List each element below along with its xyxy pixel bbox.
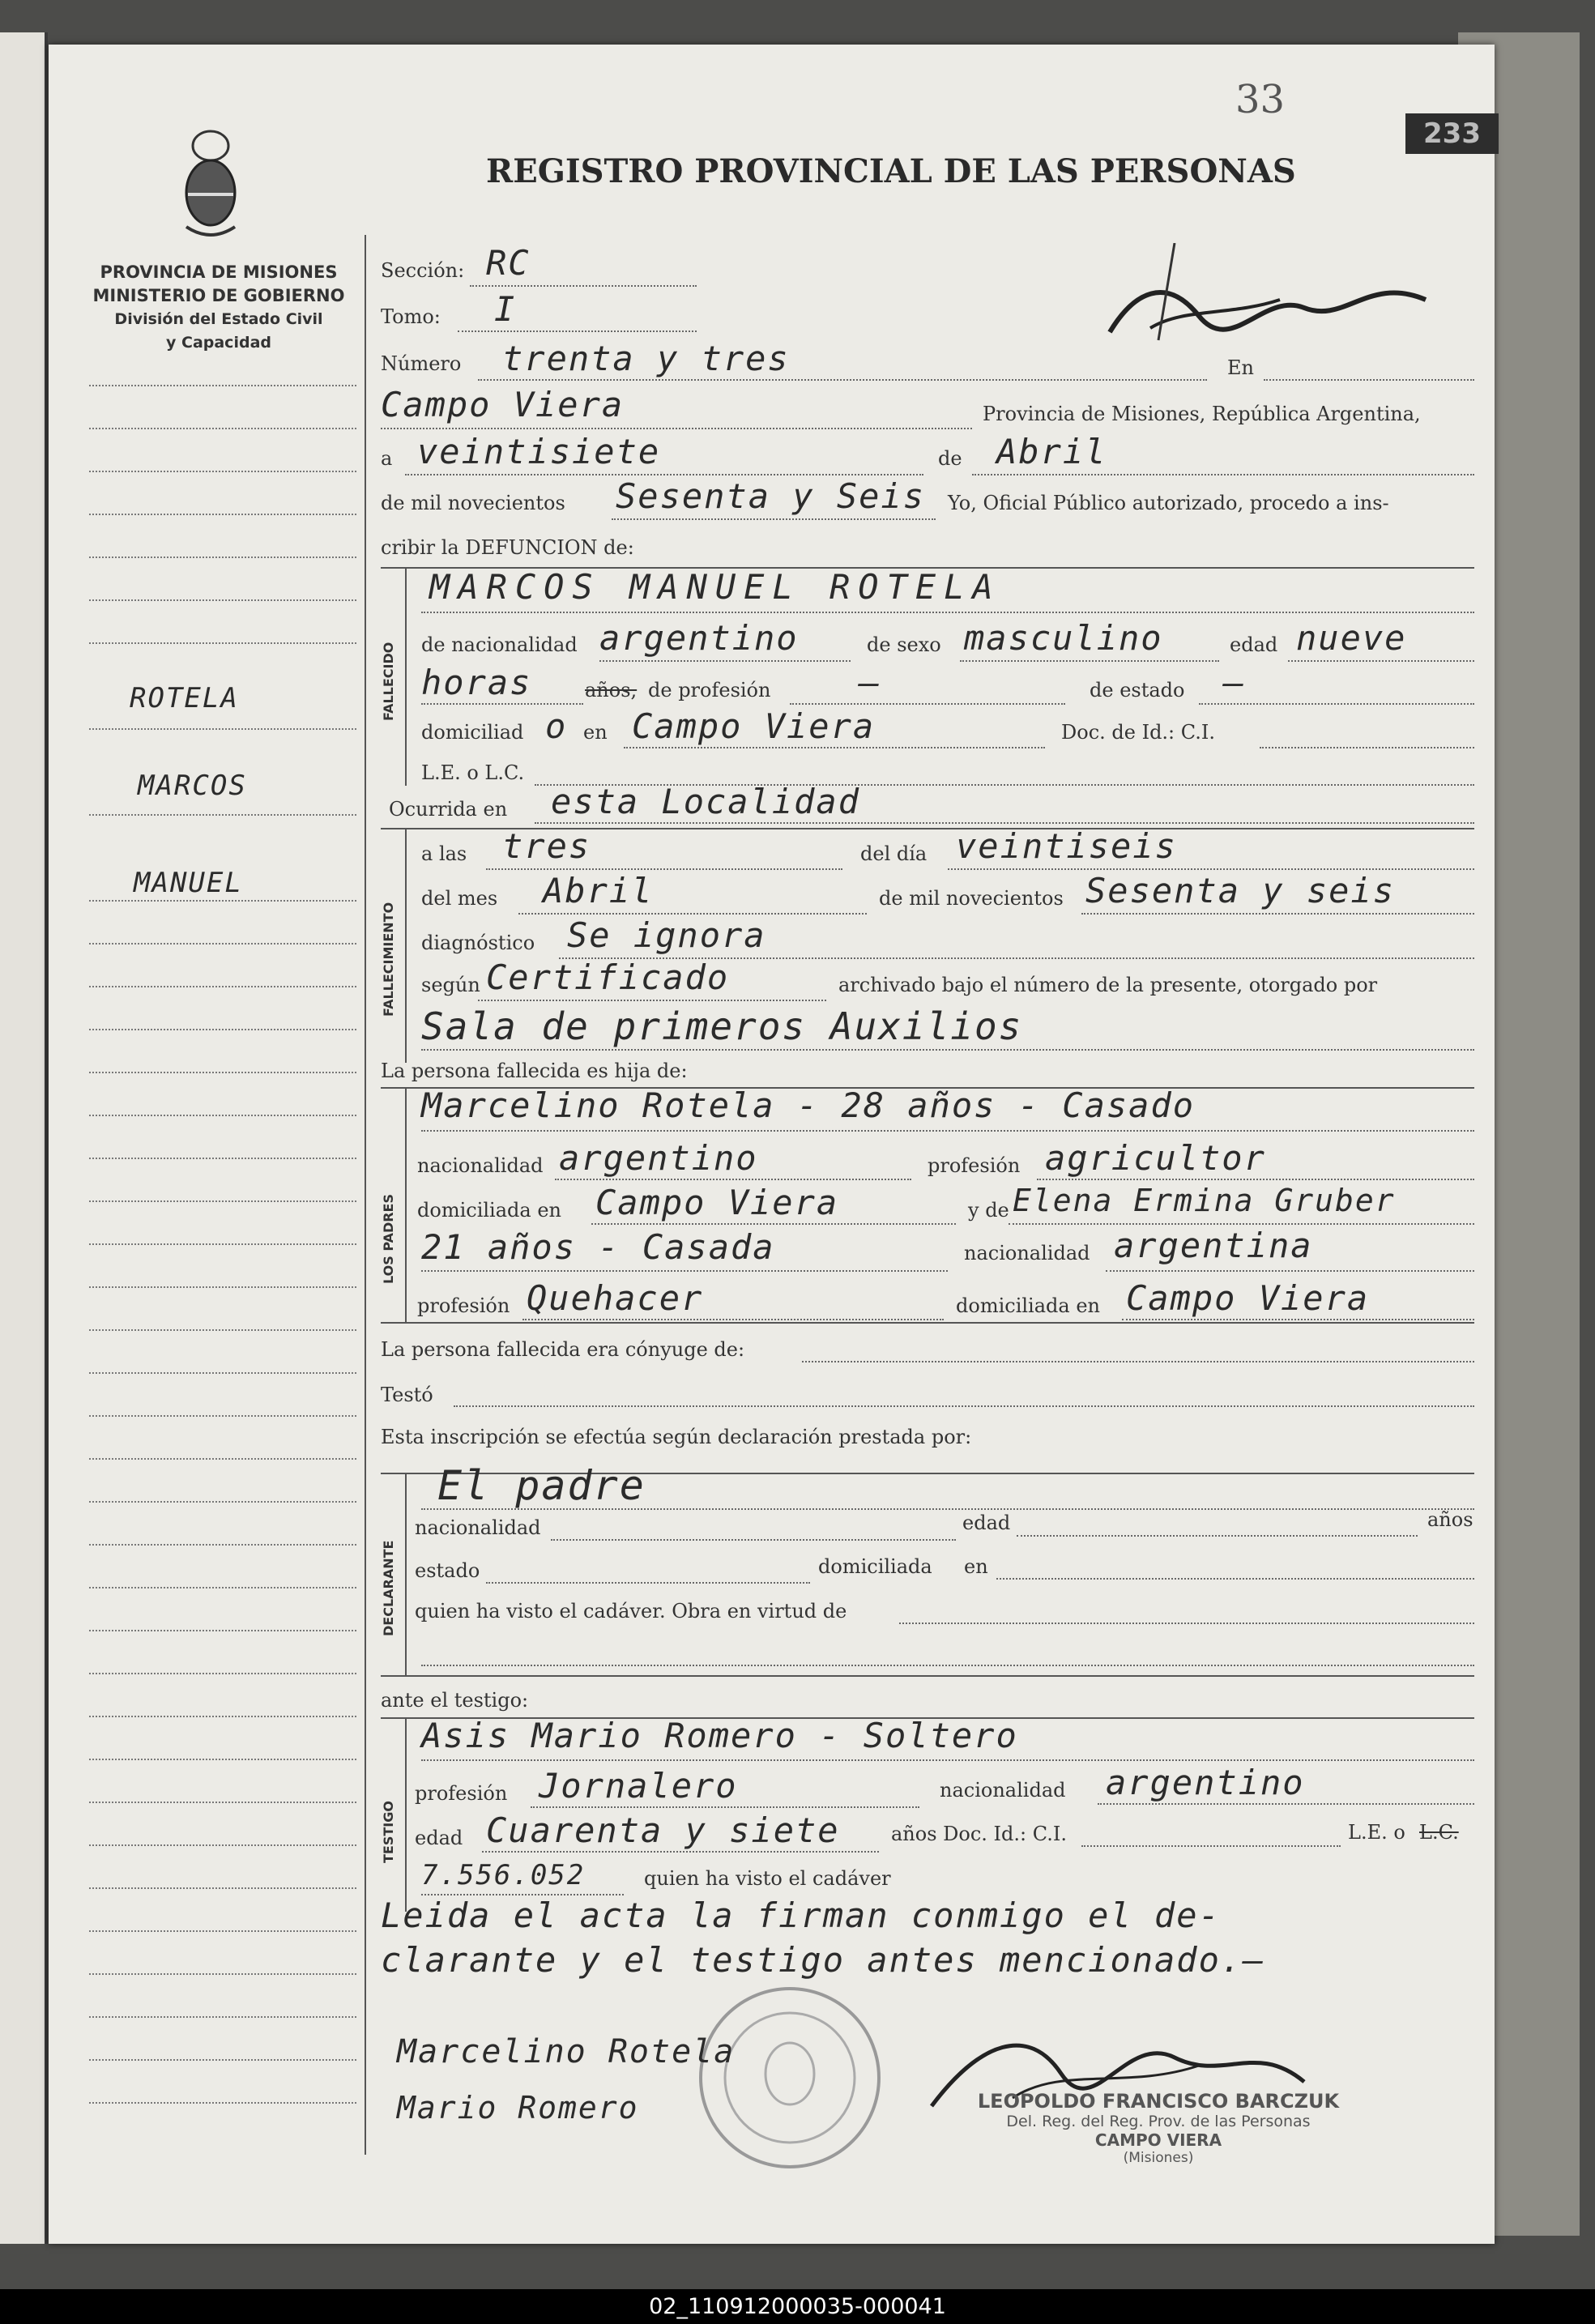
value-dia-muerte: veintiseis	[956, 826, 1177, 866]
label-seccion: Sección:	[381, 259, 465, 282]
agency-line-capacity: y Capacidad	[166, 334, 271, 352]
closing-line-2: clarante y el testigo antes mencionado.—	[381, 1940, 1265, 1980]
label-domiciliada-madre: domiciliada en	[956, 1294, 1100, 1317]
label-domiciliad: domiciliad	[421, 721, 524, 744]
label-hija-de: La persona fallecida es hija de:	[381, 1060, 688, 1082]
label-en: En	[1227, 356, 1254, 379]
label-a-las: a las	[421, 842, 467, 865]
value-domicilio-sufijo: o	[545, 706, 568, 746]
value-profesion: —	[859, 663, 881, 702]
margin-divider	[365, 235, 366, 2155]
value-testigo: Asis Mario Romero - Soltero	[421, 1716, 1018, 1755]
label-edad: edad	[1230, 633, 1278, 656]
agency-line-province: PROVINCIA DE MISIONES	[100, 262, 338, 282]
label-numero: Número	[381, 352, 462, 375]
label-a: a	[381, 447, 393, 470]
agency-line-ministry: MINISTERIO DE GOBIERNO	[92, 286, 345, 305]
value-hora: tres	[502, 826, 591, 866]
side-label-testigo: TESTIGO	[381, 1801, 396, 1863]
value-nombre: MARCOS MANUEL ROTELA	[429, 567, 1001, 607]
label-de: de	[938, 447, 962, 470]
label-domiciliada-padre: domiciliada en	[417, 1199, 561, 1222]
value-dia: veintisiete	[417, 432, 661, 471]
value-anio: Sesenta y Seis	[616, 476, 926, 516]
label-profesion: de profesión	[648, 679, 771, 701]
page-title: REGISTRO PROVINCIAL DE LAS PERSONAS	[486, 152, 1296, 190]
label-cribir: cribir la DEFUNCION de:	[381, 536, 634, 559]
value-lugar: Campo Viera	[381, 385, 625, 424]
value-padre-nacionalidad: argentino	[559, 1138, 758, 1178]
label-edad-declarante: edad	[962, 1512, 1011, 1534]
side-label-padres: LOS PADRES	[381, 1193, 396, 1284]
official-region: (Misiones)	[1123, 2150, 1194, 2166]
side-label-declarante: DECLARANTE	[381, 1540, 396, 1636]
value-testigo-profesion: Jornalero	[539, 1766, 738, 1806]
value-testigo-doc: 7.556.052	[421, 1859, 586, 1891]
label-profesion-testigo: profesión	[415, 1782, 508, 1805]
label-ocurrida: Ocurrida en	[389, 798, 508, 821]
label-diagnostico: diagnóstico	[421, 932, 535, 954]
value-nacionalidad: argentino	[599, 618, 799, 658]
label-quien-visto-2: quien ha visto el cadáver	[644, 1867, 891, 1890]
label-anos-declarante: años	[1427, 1508, 1473, 1531]
label-anos-struck: años,	[585, 679, 638, 701]
value-ocurrida: esta Localidad	[551, 782, 861, 821]
label-del-mes: del mes	[421, 887, 498, 910]
page-number: 33	[1235, 77, 1286, 122]
label-profesion-madre: profesión	[417, 1294, 510, 1317]
label-nacionalidad-padre: nacionalidad	[417, 1154, 544, 1177]
value-edad-unidad: horas	[421, 663, 532, 702]
label-inscripcion: Esta inscripción se efectúa según declaración prestada por:	[381, 1426, 972, 1448]
label-de-mil-2: de mil novecientos	[879, 887, 1064, 910]
label-domiciliada-declarante: domiciliada	[818, 1555, 932, 1578]
label-le-struck: L.C.	[1419, 1821, 1459, 1844]
official-title: Del. Reg. del Reg. Prov. de las Personas	[1006, 2113, 1311, 2130]
value-madre-domicilio: Campo Viera	[1126, 1278, 1370, 1318]
label-nacionalidad-testigo: nacionalidad	[940, 1779, 1066, 1802]
value-madre-detalle: 21 años - Casada	[421, 1227, 775, 1267]
value-madre-nacionalidad: argentina	[1114, 1226, 1313, 1265]
image-id-footer: 02_110912000035-000041	[0, 2289, 1595, 2324]
stamp-number: 233	[1405, 113, 1499, 154]
label-le-o: L.E. o	[1348, 1821, 1405, 1844]
value-anio-muerte: Sesenta y seis	[1085, 871, 1396, 910]
label-tomo: Tomo:	[381, 305, 441, 328]
value-padre-domicilio: Campo Viera	[595, 1183, 839, 1222]
label-provincia: Provincia de Misiones, República Argentina,	[983, 403, 1421, 425]
signature-top-icon	[1102, 243, 1442, 356]
value-testigo-edad: Cuarenta y siete	[486, 1810, 840, 1850]
label-nacionalidad-de: de nacionalidad	[421, 633, 578, 656]
official-seal-icon	[689, 1976, 891, 2179]
margin-given-name-1: MARCOS	[138, 770, 247, 802]
label-profesion-padre: profesión	[928, 1154, 1021, 1177]
value-numero: trenta y tres	[502, 339, 790, 378]
label-ante-testigo: ante el testigo:	[381, 1689, 529, 1712]
signature-father: Marcelino Rotela	[397, 2033, 736, 2070]
official-name: LEOPOLDO FRANCISCO BARCZUK	[977, 2090, 1340, 2113]
value-madre-profesion: Quehacer	[527, 1278, 704, 1318]
value-domicilio: Campo Viera	[632, 706, 876, 746]
value-otorgado-por: Sala de primeros Auxilios	[421, 1004, 1023, 1048]
value-madre: Elena Ermina Gruber	[1013, 1183, 1396, 1218]
value-sexo: masculino	[964, 618, 1163, 658]
label-estado-declarante: estado	[415, 1559, 480, 1582]
value-declarante: El padre	[437, 1462, 646, 1509]
official-place: CAMPO VIERA	[1094, 2130, 1222, 2150]
agency-line-division: División del Estado Civil	[114, 310, 323, 328]
label-en-2: en	[583, 721, 608, 744]
label-edad-testigo: edad	[415, 1827, 463, 1849]
value-mes-muerte: Abril	[543, 871, 654, 910]
signature-witness: Mario Romero	[397, 2090, 639, 2126]
label-nacionalidad-declarante: nacionalidad	[415, 1516, 541, 1539]
closing-line-1: Leida el acta la firman conmigo el de-	[381, 1895, 1221, 1935]
label-doc-id: Doc. de Id.: C.I.	[1061, 721, 1216, 744]
value-edad: nueve	[1296, 618, 1407, 658]
label-en-declarante: en	[964, 1555, 988, 1578]
value-estado: —	[1223, 663, 1246, 702]
label-y-de: y de	[968, 1199, 1009, 1222]
label-segun: según	[421, 974, 480, 996]
side-label-fallecimiento: FALLECIMIENTO	[381, 902, 396, 1017]
value-mes: Abril	[996, 432, 1107, 471]
value-testigo-nacionalidad: argentino	[1106, 1763, 1305, 1802]
label-yo-oficial: Yo, Oficial Público autorizado, procedo a ins-	[948, 492, 1389, 514]
value-padre-profesion: agricultor	[1045, 1138, 1266, 1178]
value-diagnostico: Se ignora	[567, 915, 766, 955]
label-le-lc: L.E. o L.C.	[421, 761, 525, 784]
value-tomo: I	[494, 289, 517, 329]
label-del-dia: del día	[860, 842, 928, 865]
label-anos-doc: años Doc. Id.: C.I.	[891, 1823, 1067, 1845]
left-page-edge	[0, 32, 48, 2244]
value-seccion: RC	[486, 243, 531, 283]
label-conyuge: La persona fallecida era cónyuge de:	[381, 1338, 745, 1361]
coat-of-arms-icon	[170, 122, 251, 243]
label-sexo: de sexo	[867, 633, 941, 656]
value-segun: Certificado	[486, 957, 730, 997]
label-estado: de estado	[1090, 679, 1185, 701]
margin-surname: ROTELA	[130, 682, 239, 714]
label-testo: Testó	[381, 1384, 433, 1406]
label-nacionalidad-madre: nacionalidad	[964, 1242, 1090, 1264]
label-quien-visto: quien ha visto el cadáver. Obra en virtud de	[415, 1600, 847, 1623]
label-de-mil: de mil novecientos	[381, 492, 565, 514]
side-label-fallecido: FALLECIDO	[381, 642, 396, 721]
label-archivado: archivado bajo el número de la presente, otorgado por	[838, 974, 1378, 996]
margin-given-name-2: MANUEL	[134, 867, 243, 899]
value-padre: Marcelino Rotela - 28 años - Casado	[421, 1085, 1196, 1125]
